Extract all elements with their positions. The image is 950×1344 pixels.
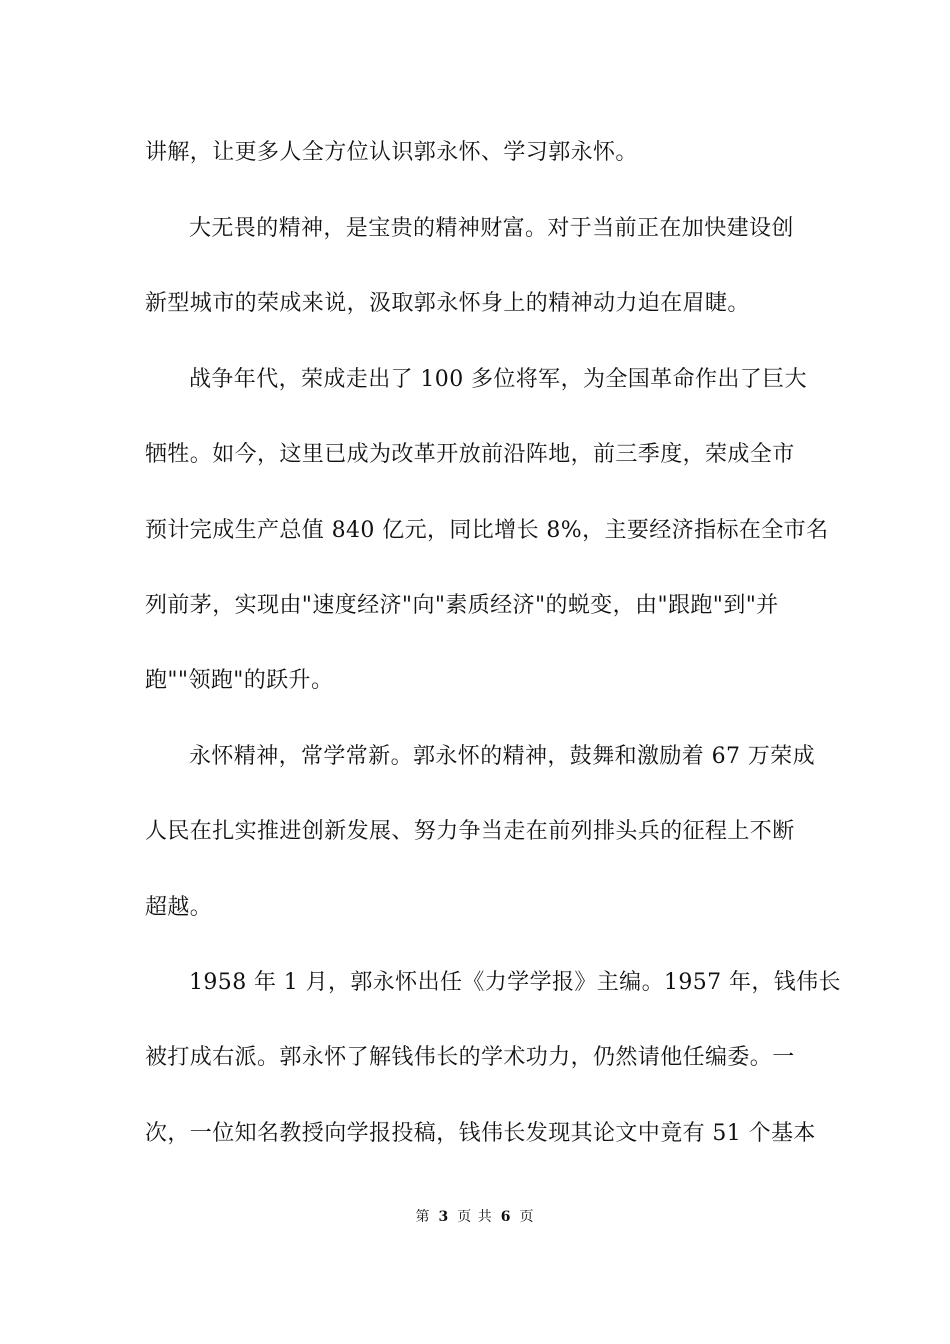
paragraph-start-line: 1958 年 1 月，郭永怀出任《力学学报》主编。1957 年，钱伟长 <box>189 970 841 995</box>
text-line: 新型城市的荣成来说，汲取郭永怀身上的精神动力迫在眉睫。 <box>145 291 750 316</box>
text-line: 讲解，让更多人全方位认识郭永怀、学习郭永怀。 <box>145 140 638 165</box>
text-line: 预计完成生产总值 840 亿元，同比增长 8%，主要经济指标在全市名 <box>145 518 829 543</box>
text-line: 人民在扎实推进创新发展、努力争当走在前列排头兵的征程上不断 <box>145 819 795 844</box>
text-line: 被打成右派。郭永怀了解钱伟长的学术功力，仍然请他任编委。一 <box>145 1045 795 1070</box>
text-line: 牺牲。如今，这里已成为改革开放前沿阵地，前三季度，荣成全市 <box>145 442 795 467</box>
footer-middle: 页 共 <box>457 1209 493 1225</box>
paragraph-start-line: 永怀精神，常学常新。郭永怀的精神，鼓舞和激励着 67 万荣成 <box>189 744 815 769</box>
text-line: 超越。 <box>145 895 213 920</box>
footer-prefix: 第 <box>415 1209 431 1225</box>
page-number-footer <box>0 1208 950 1226</box>
text-line: 次，一位知名教授向学报投稿，钱伟长发现其论文中竟有 51 个基本 <box>145 1121 816 1146</box>
footer-suffix: 页 <box>519 1209 535 1225</box>
paragraph-start-line: 大无畏的精神，是宝贵的精神财富。对于当前正在加快建设创 <box>189 216 794 241</box>
total-page-number: 6 <box>500 1209 512 1225</box>
text-line: 跑""领跑"的跃升。 <box>145 668 334 693</box>
current-page-number: 3 <box>438 1209 450 1225</box>
paragraph-start-line: 战争年代，荣成走出了 100 多位将军，为全国革命作出了巨大 <box>189 367 807 392</box>
text-line: 列前茅，实现由"速度经济"向"素质经济"的蜕变，由"跟跑"到"并 <box>145 593 779 618</box>
